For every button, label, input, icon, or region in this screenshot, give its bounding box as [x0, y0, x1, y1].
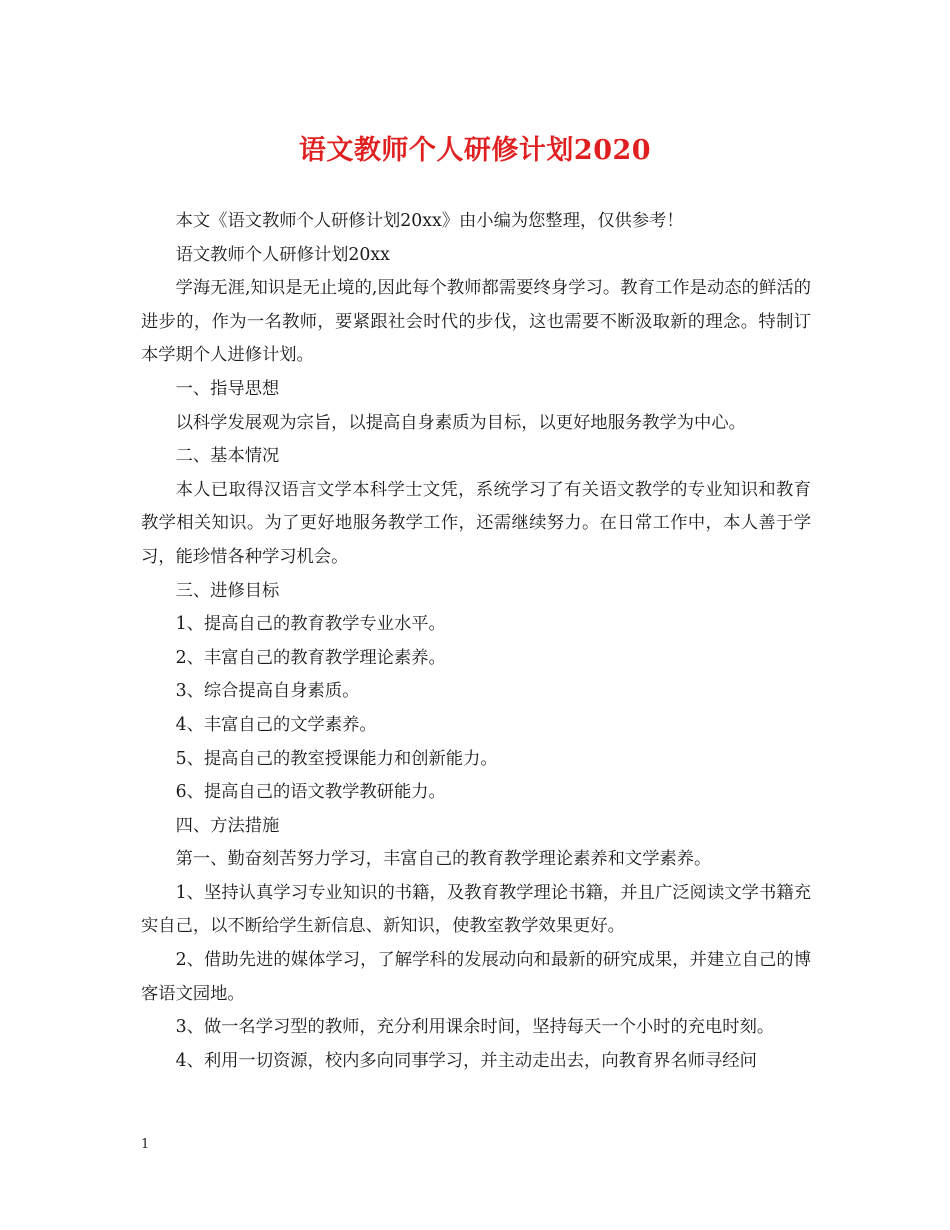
list-item: 2、借助先进的媒体学习，了解学科的发展动向和最新的研究成果，并建立自己的博客语文园地。	[141, 950, 811, 1004]
body-paragraph: 第一、勤奋刻苦努力学习，丰富自己的教育教学理论素养和文学素养。	[175, 849, 712, 870]
list-item: 5、提高自己的教室授课能力和创新能力。	[175, 748, 498, 769]
list-item: 3、综合提高自身素质。	[175, 681, 360, 702]
list-item: 1、提高自己的教育教学专业水平。	[175, 614, 446, 635]
section-heading: 一、指导思想	[175, 378, 280, 399]
body-paragraph: 学海无涯,知识是无止境的,因此每个教师都需要终身学习。教育工作是动态的鲜活的进步的，作为一名教师，要紧跟社会时代的步伐，这也需要不断汲取新的理念。特制订本学期个人进修计划。	[141, 278, 811, 366]
body-paragraph: 以科学发展观为宗旨，以提高自身素质为目标，以更好地服务教学为中心。	[175, 412, 746, 433]
document-body	[141, 205, 811, 1078]
list-item: 2、丰富自己的教育教学理论素养。	[175, 647, 446, 668]
page-number: 1	[141, 1137, 150, 1152]
list-item: 4、利用一切资源，校内多向同事学习，并主动走出去，向教育界名师寻经问	[175, 1050, 757, 1071]
intro-paragraph: 本文《语文教师个人研修计划20xx》由小编为您整理，仅供参考！	[175, 211, 684, 231]
list-item: 6、提高自己的语文教学教研能力。	[175, 782, 446, 803]
body-paragraph: 本人已取得汉语言文学本科学士文凭，系统学习了有关语文教学的专业知识和教育教学相关知识。为了更好地服务教学工作，还需继续努力。在日常工作中，本人善于学习，能珍惜各种学习机会。	[141, 479, 811, 567]
document-title: 语文教师个人研修计划2020	[298, 135, 652, 166]
list-item: 4、丰富自己的文学素养。	[175, 714, 377, 735]
list-item: 3、做一名学习型的教师，充分利用课余时间，坚持每天一个小时的充电时刻。	[175, 1017, 775, 1038]
subtitle-paragraph: 语文教师个人研修计划20xx	[175, 244, 390, 265]
section-heading: 四、方法措施	[175, 815, 280, 836]
section-heading: 三、进修目标	[175, 580, 280, 601]
section-heading: 二、基本情况	[175, 446, 280, 467]
list-item: 1、坚持认真学习专业知识的书籍，及教育教学理论书籍，并且广泛阅读文学书籍充实自己，以不断给学生新信息、新知识，使教室教学效果更好。	[141, 882, 811, 937]
